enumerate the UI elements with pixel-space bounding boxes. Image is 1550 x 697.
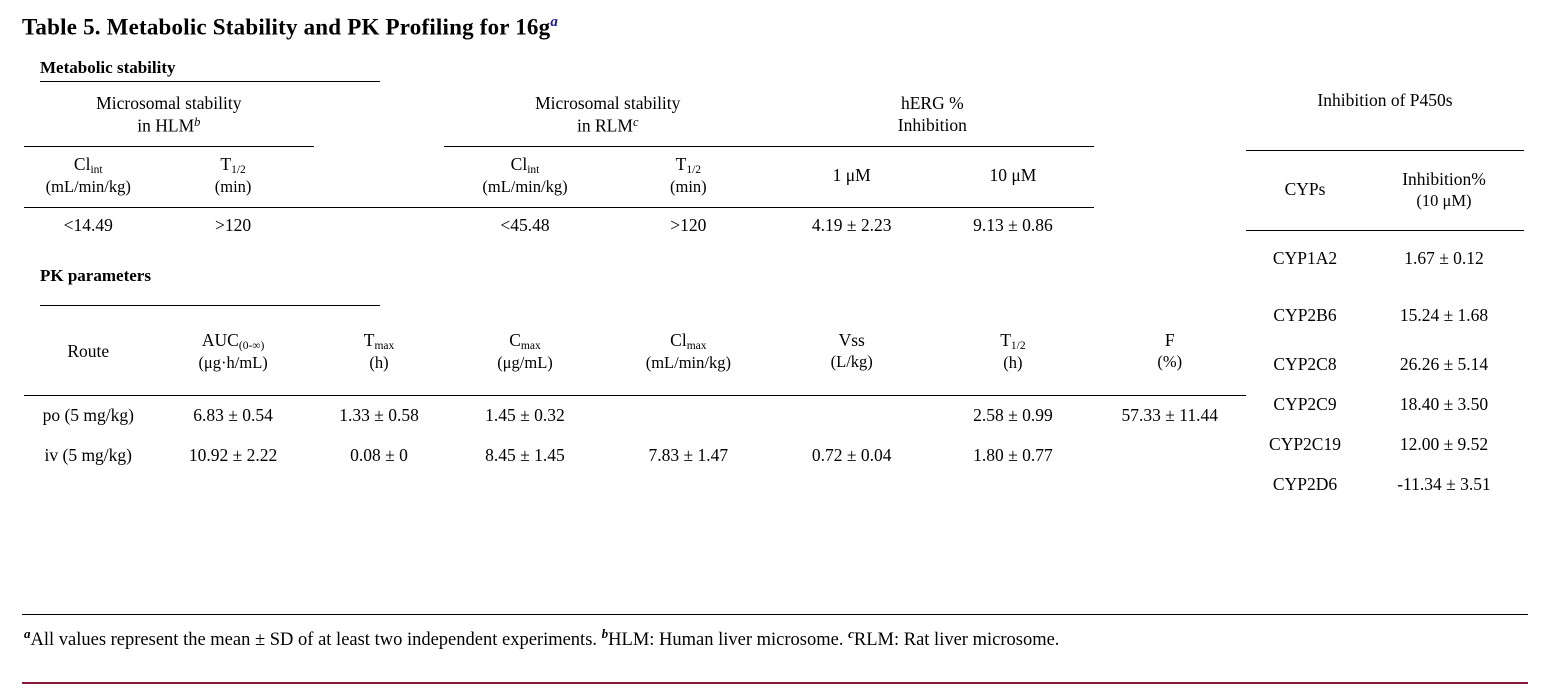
p450-row2-value: 26.26 ± 5.14 bbox=[1399, 353, 1489, 374]
value-hlm-clint: <14.49 bbox=[63, 214, 113, 235]
table-row bbox=[1246, 345, 1524, 385]
section-header-row-metabolic bbox=[24, 53, 1246, 86]
pk-row0-route: po (5 mg/kg) bbox=[42, 404, 134, 425]
group-header-hlm-line2: in HLM$^b$ bbox=[137, 114, 201, 136]
p450-row0-value: 1.67 ± 0.12 bbox=[1404, 248, 1484, 269]
table-row bbox=[1246, 425, 1524, 465]
hlm-footnote-marker: b bbox=[194, 114, 201, 129]
group-header-herg bbox=[771, 86, 1093, 144]
group-header-herg-line2: Inhibition bbox=[897, 115, 967, 136]
pk-row1-t12: 1.80 ± 0.77 bbox=[973, 444, 1053, 465]
p450-group-header-row bbox=[1246, 53, 1524, 149]
pk-row0-auc: 6.83 ± 0.54 bbox=[193, 404, 273, 425]
table-title-superscript: a bbox=[550, 14, 559, 30]
p450-row3-cyp: CYP2C9 bbox=[1273, 393, 1337, 414]
section-label-metabolic-stability: Metabolic stability bbox=[40, 57, 380, 82]
col-spacer-a bbox=[314, 146, 445, 205]
rlm-footnote-marker: c bbox=[632, 114, 639, 129]
p450-column-header-row bbox=[1246, 151, 1524, 229]
pk-row0-f: 57.33 ± 11.44 bbox=[1121, 404, 1218, 425]
col-rlm-clint: $Cl_{int}$ (mL/min/kg) bbox=[482, 153, 568, 197]
group-header-rlm-line2: in RLM$^c$ bbox=[577, 114, 639, 136]
pk-col-vss: Vss (L/kg) bbox=[830, 330, 873, 372]
main-table-block bbox=[24, 53, 1246, 476]
footnote-marker-b: b bbox=[601, 626, 609, 641]
col-hlm-clint: $Cl_{int}$ (mL/min/kg) bbox=[45, 153, 131, 197]
pk-col-clmax: $Cl_{max}$ (mL/min/kg) bbox=[645, 329, 731, 373]
pk-row1-cmax: 8.45 ± 1.45 bbox=[485, 444, 565, 465]
pk-row0-t12: 2.58 ± 0.99 bbox=[973, 404, 1053, 425]
group-header-rlm-line1: Microsomal stability bbox=[535, 92, 681, 113]
p450-row3-value: 18.40 ± 3.50 bbox=[1399, 393, 1489, 414]
section-label-pk-parameters: PK parameters bbox=[40, 265, 380, 305]
col-herg-1um: 1 μM bbox=[832, 164, 871, 185]
p450-row2-cyp: CYP2C8 bbox=[1273, 353, 1337, 374]
pk-row1-vss: 0.72 ± 0.04 bbox=[811, 444, 892, 465]
col-herg-10um: 10 μM bbox=[989, 164, 1037, 185]
table-row bbox=[1246, 288, 1524, 345]
p450-table-block bbox=[1246, 53, 1524, 505]
pk-row0-clmax bbox=[606, 396, 772, 436]
value-rlm-t12: >120 bbox=[670, 214, 707, 235]
page-title bbox=[22, 14, 1550, 41]
table-row bbox=[24, 207, 1246, 243]
footnote-marker-c: c bbox=[848, 626, 854, 641]
value-spacer-a bbox=[314, 207, 445, 243]
value-herg-10um: 9.13 ± 0.86 bbox=[973, 214, 1053, 235]
metabolic-and-pk-table bbox=[24, 53, 1246, 476]
value-hlm-t12: >120 bbox=[215, 214, 252, 235]
group-header-rlm bbox=[444, 86, 771, 144]
footnote-text-b: HLM: Human liver microsome. bbox=[608, 630, 849, 651]
col-rlm-t12: $T_{1/2}$ (min) bbox=[670, 153, 707, 197]
pk-row0-cmax: 1.45 ± 0.32 bbox=[485, 404, 565, 425]
pk-row1-f bbox=[1094, 436, 1247, 476]
p450-col-cyps: CYPs bbox=[1284, 178, 1326, 199]
p450-row5-value: -11.34 ± 3.51 bbox=[1397, 473, 1491, 494]
pk-row1-tmax: 0.08 ± 0 bbox=[350, 444, 408, 465]
group-header-hlm-line1: Microsomal stability bbox=[96, 92, 242, 113]
metabolic-column-header-row bbox=[24, 146, 1246, 205]
footnote-top-rule bbox=[22, 614, 1528, 615]
p450-row0-cyp: CYP1A2 bbox=[1272, 248, 1338, 269]
table-row bbox=[1246, 385, 1524, 425]
pk-row0-vss bbox=[771, 396, 932, 436]
group-header-spacer bbox=[314, 86, 445, 144]
pk-col-route: Route bbox=[67, 340, 110, 361]
table-row bbox=[24, 436, 1246, 476]
p450-row1-cyp: CYP2B6 bbox=[1273, 305, 1337, 326]
p450-row5-cyp: CYP2D6 bbox=[1272, 473, 1338, 494]
footnote bbox=[24, 626, 1526, 652]
p450-col-inhibition: Inhibition% (10 μM) bbox=[1402, 168, 1486, 210]
pk-col-f: F (%) bbox=[1157, 330, 1183, 372]
p450-group-title: Inhibition of P450s bbox=[1317, 89, 1453, 110]
pk-row1-auc: 10.92 ± 2.22 bbox=[188, 444, 278, 465]
group-header-herg-line1: hERG % bbox=[900, 93, 964, 114]
pk-col-auc: $AUC_{(0-\infty)}$ (μg·h/mL) bbox=[198, 329, 268, 373]
table-title-text: Table 5. Metabolic Stability and PK Profiling for 16g bbox=[22, 14, 551, 40]
col-hlm-t12: $T_{1/2}$ (min) bbox=[214, 153, 252, 197]
pk-column-header-row bbox=[24, 310, 1246, 394]
pk-row1-route: iv (5 mg/kg) bbox=[44, 444, 132, 465]
value-spacer-b bbox=[1094, 207, 1247, 243]
section-header-row-pk bbox=[24, 243, 1246, 309]
table-page bbox=[0, 14, 1550, 697]
table-row bbox=[1246, 231, 1524, 288]
page-bottom-rule bbox=[22, 682, 1528, 684]
table-container bbox=[24, 53, 1524, 653]
pk-col-t12: $T_{1/2}$ (h) bbox=[1000, 329, 1026, 373]
group-header-blank bbox=[1094, 86, 1247, 144]
pk-col-tmax: $T_{max}$ (h) bbox=[363, 329, 395, 373]
p450-row1-value: 15.24 ± 1.68 bbox=[1399, 305, 1489, 326]
p450-table bbox=[1246, 53, 1524, 505]
value-herg-1um: 4.19 ± 2.23 bbox=[811, 214, 892, 235]
pk-row1-clmax: 7.83 ± 1.47 bbox=[648, 444, 729, 465]
value-rlm-clint: <45.48 bbox=[500, 214, 550, 235]
footnote-marker-a: a bbox=[24, 626, 31, 641]
pk-row0-tmax: 1.33 ± 0.58 bbox=[339, 404, 419, 425]
group-header-hlm bbox=[24, 86, 314, 144]
footnote-text-a: All values represent the mean ± SD of at least two independent experiments. bbox=[30, 630, 602, 651]
pk-col-cmax: $C_{max}$ (μg/mL) bbox=[497, 329, 553, 373]
table-row bbox=[1246, 465, 1524, 505]
table-row bbox=[24, 396, 1246, 436]
col-spacer-b bbox=[1094, 146, 1247, 205]
p450-row4-cyp: CYP2C19 bbox=[1269, 433, 1341, 454]
p450-row4-value: 12.00 ± 9.52 bbox=[1399, 433, 1489, 454]
group-header-row bbox=[24, 86, 1246, 144]
footnote-text-c: RLM: Rat liver microsome. bbox=[853, 630, 1060, 651]
